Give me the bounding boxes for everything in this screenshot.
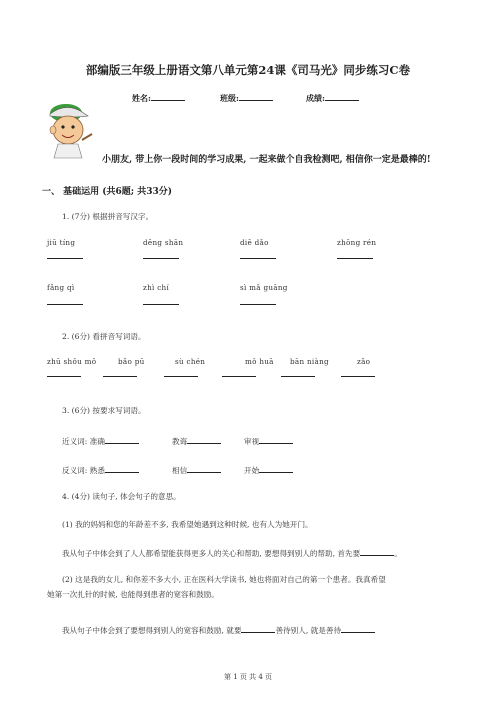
- pinyin-item: bān niàng: [290, 357, 329, 366]
- pinyin-item: zǎo: [357, 357, 371, 366]
- answer-blank[interactable]: [164, 376, 198, 377]
- page-footer: 第 1 页 共 4 页: [223, 673, 273, 681]
- pinyin-item: zhì chí: [143, 283, 170, 292]
- answer-blank[interactable]: [281, 376, 315, 377]
- motto-text: 小朋友, 带上你一段时间的学习成果, 一起来做个自我检测吧, 相信你一定是最棒的!: [102, 155, 431, 165]
- question-3-prompt: 3. (6分) 按要求写词语。: [62, 406, 146, 415]
- name-field[interactable]: [132, 91, 185, 104]
- answer-blank[interactable]: [341, 376, 375, 377]
- sentence-1: (1) 我的妈妈和您的年龄差不多, 我希望她遇到这种时候, 也有人为她开门。: [62, 520, 313, 529]
- question-2-prompt: 2. (6分) 看拼音写词语。: [62, 332, 146, 341]
- sentence-2-line-1: (2) 这是我的女儿, 和你差不多大小, 正在医科大学读书, 她也将面对自己的第一个患者。我真希望: [62, 575, 386, 584]
- synonym-item: 审视: [244, 434, 293, 447]
- synonym-item: 近义词: 准确: [62, 434, 139, 447]
- question-4-prompt: 4. (4分) 读句子, 体会句子的意思。: [62, 492, 181, 501]
- pinyin-item: diē dǎo: [240, 238, 269, 247]
- document-title: 部编版三年级上册语文第八单元第24课《司马光》同步练习C卷: [85, 63, 411, 77]
- answer-blank[interactable]: [259, 463, 293, 473]
- pinyin-item: jiū tíng: [47, 238, 76, 247]
- class-field[interactable]: [220, 91, 273, 104]
- pinyin-item: bǎo pū: [118, 357, 145, 366]
- question-1-prompt: 1. (7分) 根据拼音写汉字。: [62, 212, 154, 221]
- class-label: 班级:: [220, 93, 239, 103]
- pinyin-item: fǎng qì: [47, 283, 75, 292]
- pinyin-item: dēng shān: [143, 238, 184, 247]
- answer-blank[interactable]: [259, 434, 293, 444]
- score-label: 成绩:: [306, 93, 325, 103]
- answer-blank[interactable]: [187, 434, 221, 444]
- answer-blank[interactable]: [47, 304, 83, 305]
- class-blank[interactable]: [239, 91, 273, 101]
- antonym-item: 相信: [172, 463, 221, 476]
- answer-blank[interactable]: [105, 434, 139, 444]
- score-field[interactable]: [306, 91, 359, 104]
- answer-blank[interactable]: [240, 258, 276, 259]
- sentence-2-line-2: 她第一次扎针的时候, 也能得到患者的宽容和鼓励。: [47, 590, 219, 599]
- answer-line-2: 我从句子中体会到了要想得到别人的宽容和鼓励, 就要 善待别人, 就是善待: [62, 623, 375, 636]
- answer-blank[interactable]: [47, 258, 83, 259]
- answer-blank[interactable]: [105, 463, 139, 473]
- answer-blank[interactable]: [47, 376, 81, 377]
- answer-blank[interactable]: [187, 463, 221, 473]
- antonym-item: 开始: [244, 463, 293, 476]
- answer-blank[interactable]: [337, 258, 373, 259]
- antonym-item: 反义词: 熟悉: [62, 463, 139, 476]
- pinyin-item: sì mǎ guāng: [240, 283, 288, 292]
- answer-blank[interactable]: [241, 623, 275, 633]
- pinyin-item: zhū shǒu mǒ: [47, 357, 97, 366]
- answer-blank[interactable]: [143, 304, 179, 305]
- section-heading: 一、 基础运用 (共6题; 共33分): [42, 187, 173, 197]
- mascot-icon: [44, 100, 102, 160]
- answer-blank[interactable]: [341, 623, 375, 633]
- answer-line-1: 我从句子中体会到了人人都希望能获得更多人的关心和帮助, 要想得到别人的帮助, 首先要 。: [62, 546, 402, 559]
- name-label: 姓名:: [132, 93, 151, 103]
- synonym-item: 教诲: [172, 434, 221, 447]
- score-blank[interactable]: [325, 91, 359, 101]
- answer-blank[interactable]: [103, 376, 137, 377]
- pinyin-item: zhōng rén: [337, 238, 377, 247]
- pinyin-item: mǒ huā: [245, 357, 274, 366]
- name-blank[interactable]: [151, 91, 185, 101]
- answer-blank[interactable]: [222, 376, 256, 377]
- pinyin-item: sù chén: [175, 357, 206, 366]
- answer-blank[interactable]: [143, 258, 179, 259]
- answer-blank[interactable]: [360, 546, 394, 556]
- answer-blank[interactable]: [240, 304, 276, 305]
